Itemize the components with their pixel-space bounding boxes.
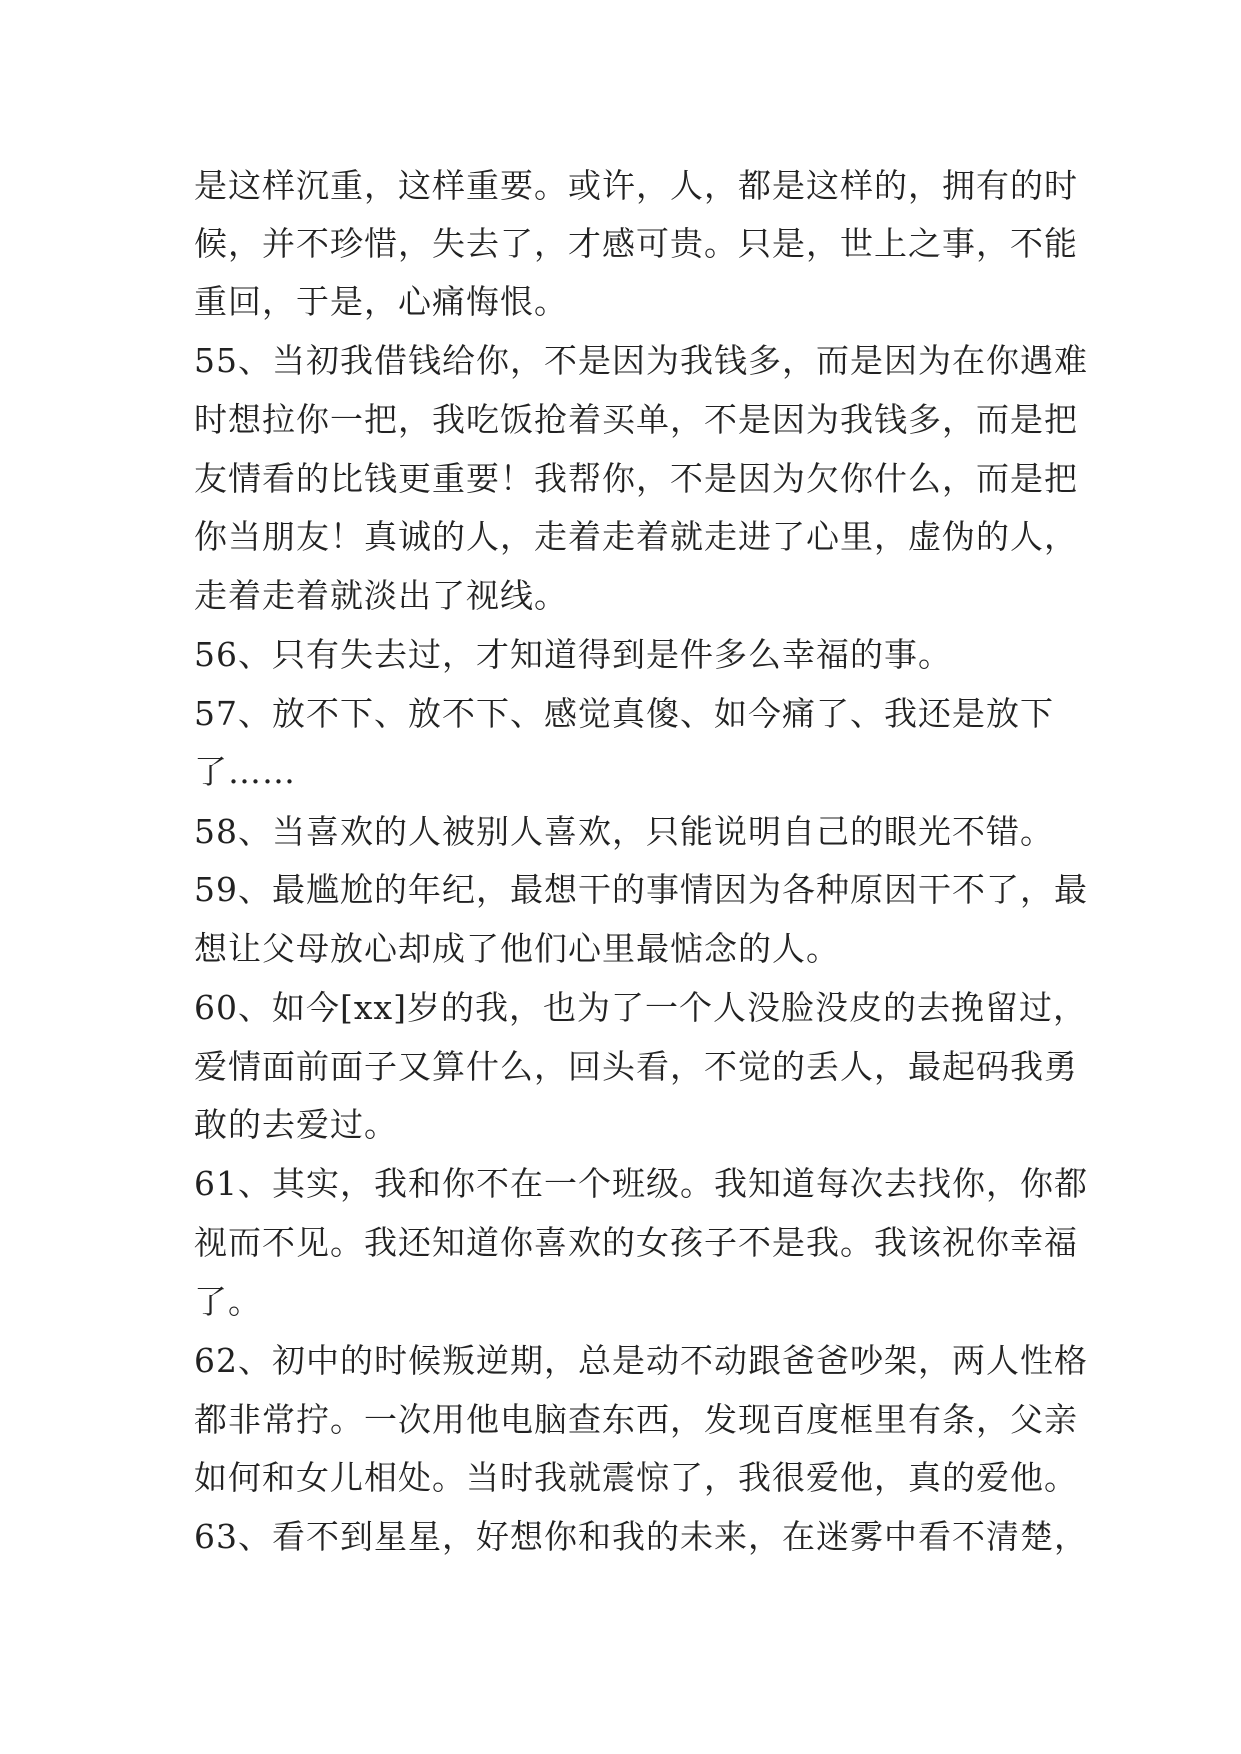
text-line: 重回，于是，心痛悔恨。: [194, 282, 568, 321]
text-line: 候，并不珍惜，失去了，才感可贵。只是，世上之事，不能: [194, 224, 1078, 263]
text-line: 都非常拧。一次用他电脑查东西，发现百度框里有条，父亲: [194, 1400, 1078, 1439]
text-line: 55、当初我借钱给你，不是因为我钱多，而是因为在你遇难: [194, 341, 1088, 380]
text-line: 如何和女儿相处。当时我就震惊了，我很爱他，真的爱他。: [194, 1458, 1078, 1497]
text-line: 56、只有失去过，才知道得到是件多么幸福的事。: [194, 635, 952, 674]
text-line: 视而不见。我还知道你喜欢的女孩子不是我。我该祝你幸福: [194, 1223, 1078, 1262]
text-line: 走着走着就淡出了视线。: [194, 576, 568, 615]
text-line: 你当朋友！真诚的人，走着走着就走进了心里，虚伪的人，: [194, 517, 1078, 556]
text-line: 了……: [194, 752, 296, 791]
text-line: 友情看的比钱更重要！我帮你，不是因为欠你什么，而是把: [194, 459, 1078, 498]
text-line: 想让父母放心却成了他们心里最惦念的人。: [194, 929, 840, 968]
text-line: 58、当喜欢的人被别人喜欢，只能说明自己的眼光不错。: [194, 812, 1054, 851]
text-line: 63、看不到星星，好想你和我的未来，在迷雾中看不清楚，: [194, 1517, 1088, 1556]
text-line: 59、最尴尬的年纪，最想干的事情因为各种原因干不了，最: [194, 870, 1088, 909]
text-line: 是这样沉重，这样重要。或许，人，都是这样的，拥有的时: [194, 166, 1078, 205]
text-line: 60、如今[xx]岁的我，也为了一个人没脸没皮的去挽留过，: [194, 988, 1087, 1027]
text-line: 爱情面前面子又算什么，回头看，不觉的丢人，最起码我勇: [194, 1047, 1078, 1086]
text-line: 敢的去爱过。: [194, 1105, 398, 1144]
text-line: 时想拉你一把，我吃饭抢着买单，不是因为我钱多，而是把: [194, 400, 1078, 439]
text-line: 62、初中的时候叛逆期，总是动不动跟爸爸吵架，两人性格: [194, 1341, 1088, 1380]
text-line: 57、放不下、放不下、感觉真傻、如今痛了、我还是放下: [194, 694, 1054, 733]
text-line: 61、其实，我和你不在一个班级。我知道每次去找你，你都: [194, 1164, 1088, 1203]
text-line: 了。: [194, 1282, 262, 1321]
